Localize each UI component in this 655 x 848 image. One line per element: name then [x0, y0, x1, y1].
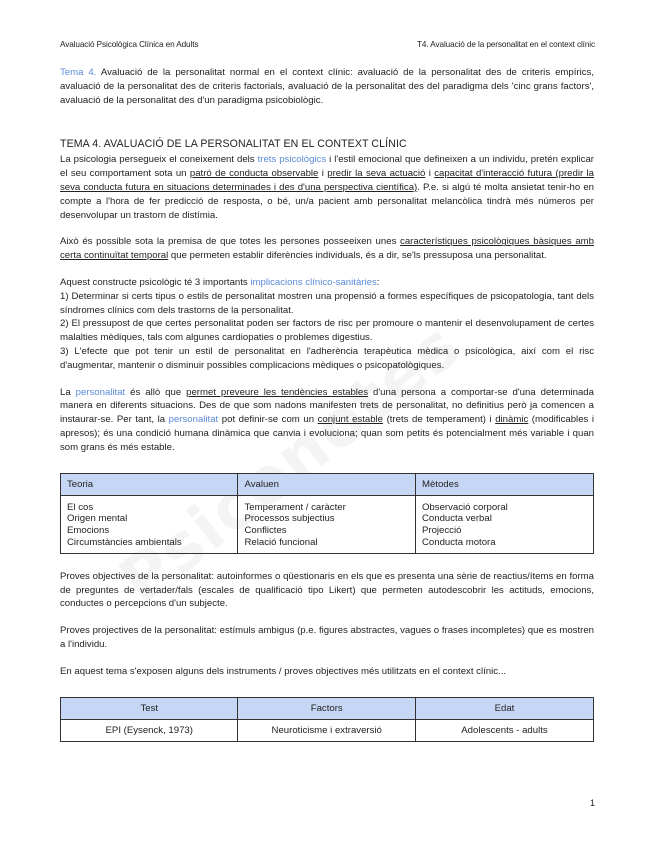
table-cell: EPI (Eysenck, 1973) — [61, 719, 238, 741]
intro-paragraph — [60, 66, 594, 107]
table-header-cell: Avaluen — [238, 473, 415, 495]
table-header-cell: Edat — [415, 697, 593, 719]
table-row — [61, 495, 594, 553]
page-number: 1 — [589, 798, 595, 808]
intro-label: Tema 4. — [60, 67, 97, 78]
header-topic: T4. Avaluació de la personalitat en el context clínic — [417, 40, 595, 49]
paragraph-personality: La personalitat és allò que permet preveure les tendències estables d'una persona a comportar-se d'una determinada manera en diferents situacions. Des de que som nadons manifesten trets de personalitat, no definitius però ja comencen a instaurar-se. Per tant, la personalitat pot definir-se com un conjunt estable (trets de temperament) i dinàmic (modificables i apresos); és una condició humana dinàmica que canvia i evoluciona; quan som petits és potencialment més variable i quan som grans és més estable. — [60, 386, 595, 453]
term-trets: trets psicològics — [257, 154, 327, 166]
list-item: 2) El pressupost de que certes personalitat poden ser factors de risc per promoure o mantenir el desenvolupament de certes malalties mèdiques, tals com algunes cardiopaties o problemes digestius. — [60, 318, 594, 344]
main-content — [60, 66, 594, 742]
table-header-cell: Factors — [238, 697, 415, 719]
table-cell: Observació corporal Conducta verbal Projecció Conducta motora — [415, 495, 593, 553]
term-implicacions: implicacions clínico-sanitàries — [250, 276, 377, 288]
tests-table — [60, 697, 594, 742]
list-item: 1) Determinar si certs tipus o estils de personalitat mostren una propensió a formes específiques de psicopatologia, tant dels síndromes clínics com dels trastorns de la personalitat. — [60, 290, 594, 316]
table-header-row — [61, 473, 594, 495]
intro-text: Avaluació de la personalitat normal en el context clínic: avaluació de la personalitat des de criteris empírics, avaluació de la personalitat des de criteris factorials, avaluació de la personalitat des del paradigma dels 'cinc grans factors', avaluació de la personalitat des d'un paradigma psicobiològic. — [60, 67, 594, 106]
table-cell: Adolescents - adults — [415, 719, 593, 741]
table-header-cell: Teoria — [61, 473, 238, 495]
paragraph-instruments: En aquest tema s'exposen alguns dels instruments / proves objectives més utilitzats en el context clínic... — [60, 665, 507, 677]
table-row — [61, 719, 594, 741]
table-cell: Temperament / caràcter Processos subjectius Conflictes Relació funcional — [238, 495, 415, 553]
table-cell: El cos Origen mental Emocions Circumstàncies ambientals — [61, 495, 238, 553]
list-item: 3) L'efecte que pot tenir un estil de personalitat en l'adherència terapèutica mèdica o psicològica, així com el risc d'augmentar, mantenir o disminuir possibles complicacions mèdiques o psicopatològiques. — [60, 345, 594, 371]
table-header-row — [61, 697, 594, 719]
header-course: Avaluació Psicològica Clínica en Adults — [60, 40, 199, 49]
paragraph-projective-tests: Proves projectives de la personalitat: estímuls ambigus (p.e. figures abstractes, vagues o frases incompletes) que es mostren a l'individu. — [60, 625, 594, 650]
theory-table — [60, 473, 594, 554]
table-cell: Neuroticisme i extraversió — [238, 719, 415, 741]
paragraph-implications: Aquest constructe psicològic té 3 importants implicacions clínico-sanitàries: — [60, 276, 380, 288]
table-header-cell: Test — [61, 697, 238, 719]
table-header-cell: Mètodes — [415, 473, 593, 495]
paragraph-premise: Això és possible sota la premisa de que totes les persones posseeixen unes característiques psicològiques bàsiques amb certa continuïtat temporal que permeten establir diferències individuals, és a dir, se'ls pressuposa una personalitat. — [60, 236, 594, 262]
paragraph-traits: La psicologia persegueix el coneixement dels trets psicològics i l'estil emocional que defineixen a un individu, pretén explicar el seu comportament sota un patró de conducta observable i predir la seva actuació i capacitat d'interacció futura (predir la seva conducta futura en situacions determinades i des d'una perspectiva científica). P.e. si algú té molta ansietat tenir-ho en compte a l'hora de fer predicció de resposta, o bé, un/a pacient amb personalitat melancòlica tindrà més números per desenvolupar un trastorn de distímia. — [60, 154, 594, 221]
section-title: TEMA 4. AVALUACIÓ DE LA PERSONALITAT EN EL CONTEXT CLÍNIC — [60, 138, 407, 151]
paragraph-objective-tests: Proves objectives de la personalitat: autoinformes o qüestionaris en els que es presenta una sèrie de reactius/ítems en forma de preguntes de vertader/fals (escales de qualificació tipo Likert) que permeten autodescobrir les actituds, emocions, conductes o percepcions d'un subjecte. — [60, 570, 594, 610]
term-personalitat: personalitat — [75, 386, 126, 398]
